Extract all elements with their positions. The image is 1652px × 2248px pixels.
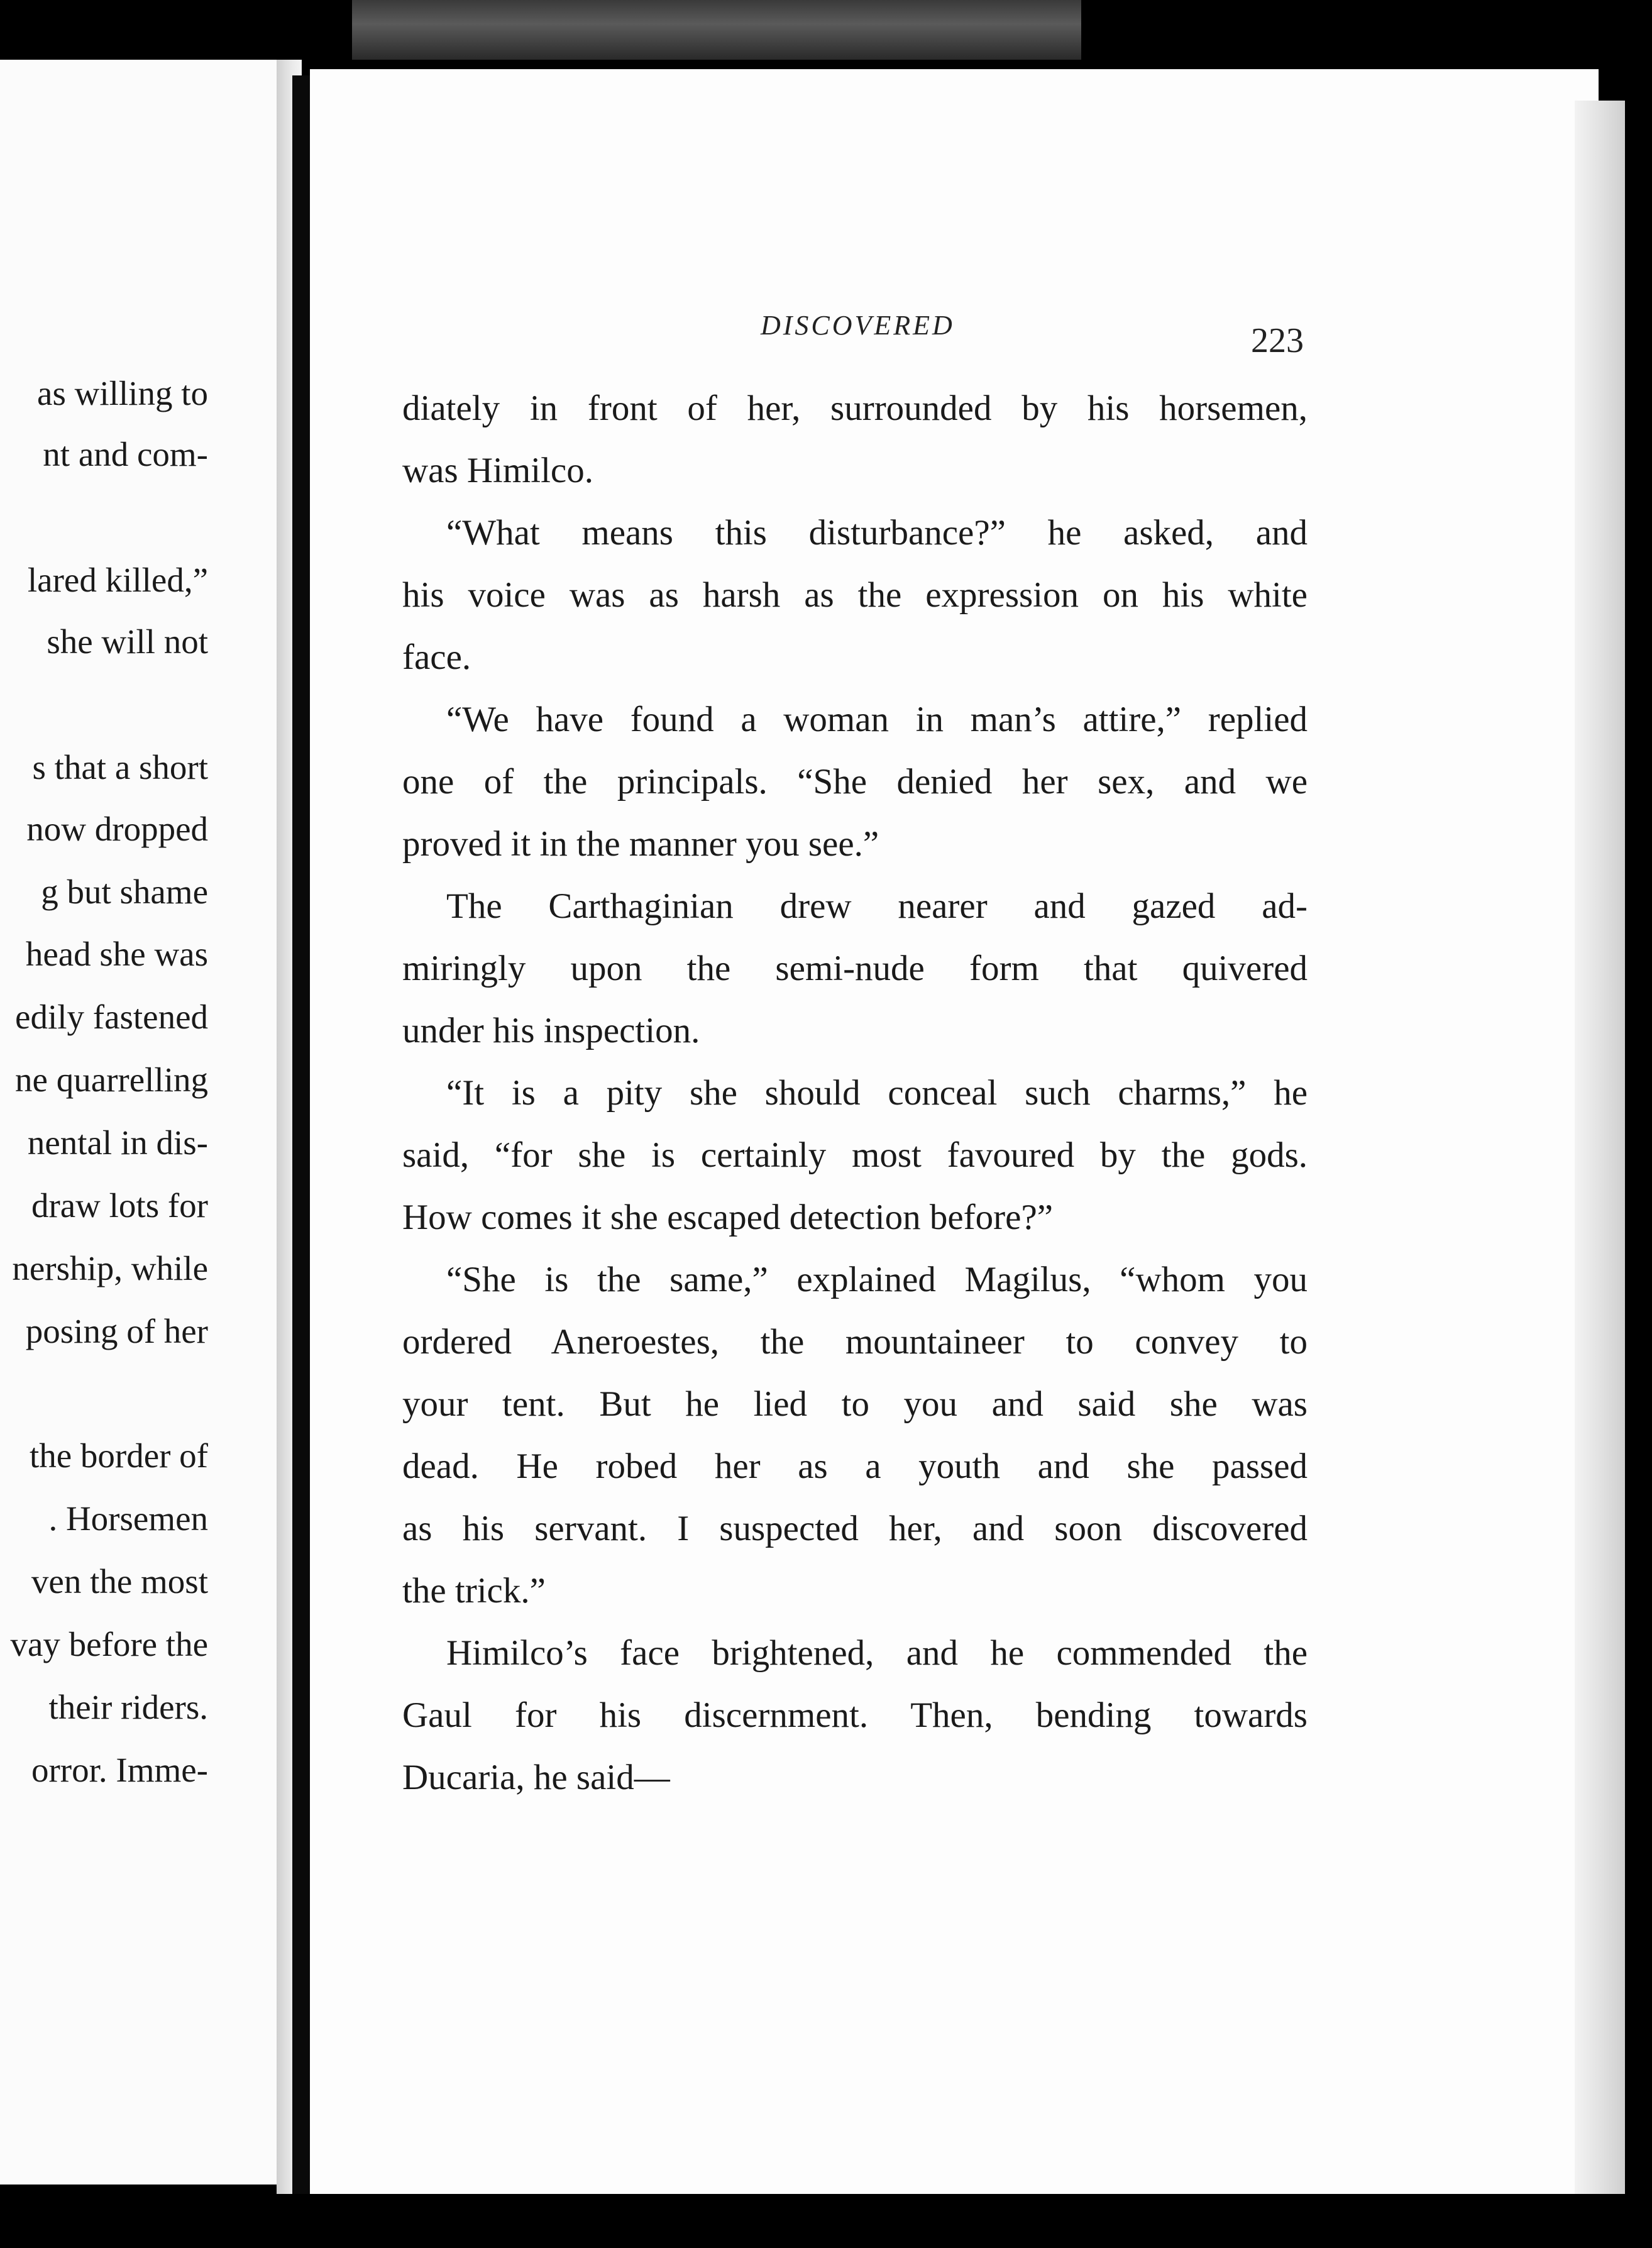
- scan-bottom-band: [0, 2194, 1652, 2248]
- body-text-line: “She is the same,” explained Magilus, “whom you: [446, 1260, 1308, 1299]
- body-text-line: “What means this disturbance?” he asked, and: [446, 513, 1308, 553]
- left-line: posing of her: [25, 1312, 208, 1350]
- left-line: g but shame: [41, 873, 208, 911]
- body-text-line: your tent. But he lied to you and said she was: [402, 1384, 1308, 1424]
- left-line: their riders.: [48, 1688, 208, 1726]
- left-line: lared killed,”: [27, 561, 208, 599]
- body-text-line: said, “for she is certainly most favoured by the gods.: [402, 1135, 1308, 1175]
- body-text-line: How comes it she escaped detection before?”: [402, 1198, 1054, 1237]
- left-line: nental in dis-: [27, 1123, 208, 1162]
- left-line: vay before the: [10, 1625, 208, 1663]
- body-text-line: Gaul for his discernment. Then, bending towards: [402, 1695, 1308, 1735]
- body-text-line: proved it in the manner you see.”: [402, 824, 879, 864]
- book-binding: [292, 75, 310, 2194]
- left-line: she will not: [47, 622, 208, 661]
- left-line: edily fastened: [15, 998, 208, 1036]
- left-line: as willing to: [37, 374, 208, 412]
- body-text-line: “It is a pity she should conceal such charms,” he: [446, 1073, 1308, 1113]
- body-text-line: “We have found a woman in man’s attire,” replied: [446, 700, 1308, 739]
- body-text: [402, 377, 1308, 1809]
- page-edge-shadow: [1575, 101, 1625, 2194]
- left-line: s that a short: [32, 748, 208, 786]
- body-text-line: under his inspection.: [402, 1011, 700, 1050]
- body-text-line: Ducaria, he said—: [402, 1758, 670, 1797]
- book-spine-strip: [352, 0, 1081, 60]
- left-line: head she was: [25, 935, 208, 973]
- body-text-line: his voice was as harsh as the expression on his white: [402, 575, 1308, 615]
- body-text-line: face.: [402, 637, 471, 677]
- body-text-line: dead. He robed her as a youth and she passed: [402, 1446, 1308, 1486]
- left-line: orror. Imme-: [31, 1751, 208, 1789]
- left-line: draw lots for: [31, 1186, 208, 1225]
- body-text-line: the trick.”: [402, 1571, 546, 1611]
- body-text-line: Himilco’s face brightened, and he commended the: [446, 1633, 1308, 1673]
- body-text-line: The Carthaginian drew nearer and gazed ad-: [446, 886, 1308, 926]
- left-line: nership, while: [12, 1249, 208, 1287]
- body-text-line: one of the principals. “She denied her sex, and we: [402, 762, 1308, 802]
- left-line: now dropped: [26, 810, 208, 848]
- body-text-line: ordered Aneroestes, the mountaineer to convey to: [402, 1322, 1308, 1362]
- page-number: 223: [1251, 321, 1304, 360]
- running-head: DISCOVERED: [761, 310, 955, 341]
- left-line: nt and com-: [43, 435, 208, 473]
- body-text-line: miringly upon the semi-nude form that quivered: [402, 949, 1308, 988]
- left-line: the border of: [29, 1436, 208, 1475]
- left-line: ven the most: [31, 1562, 208, 1601]
- left-line: ne quarrelling: [15, 1061, 208, 1099]
- left-line: . Horsemen: [48, 1499, 208, 1538]
- body-text-line: diately in front of her, surrounded by his horsemen,: [402, 388, 1308, 428]
- body-text-line: was Himilco.: [402, 451, 593, 490]
- body-text-line: as his servant. I suspected her, and soon discovered: [402, 1509, 1308, 1548]
